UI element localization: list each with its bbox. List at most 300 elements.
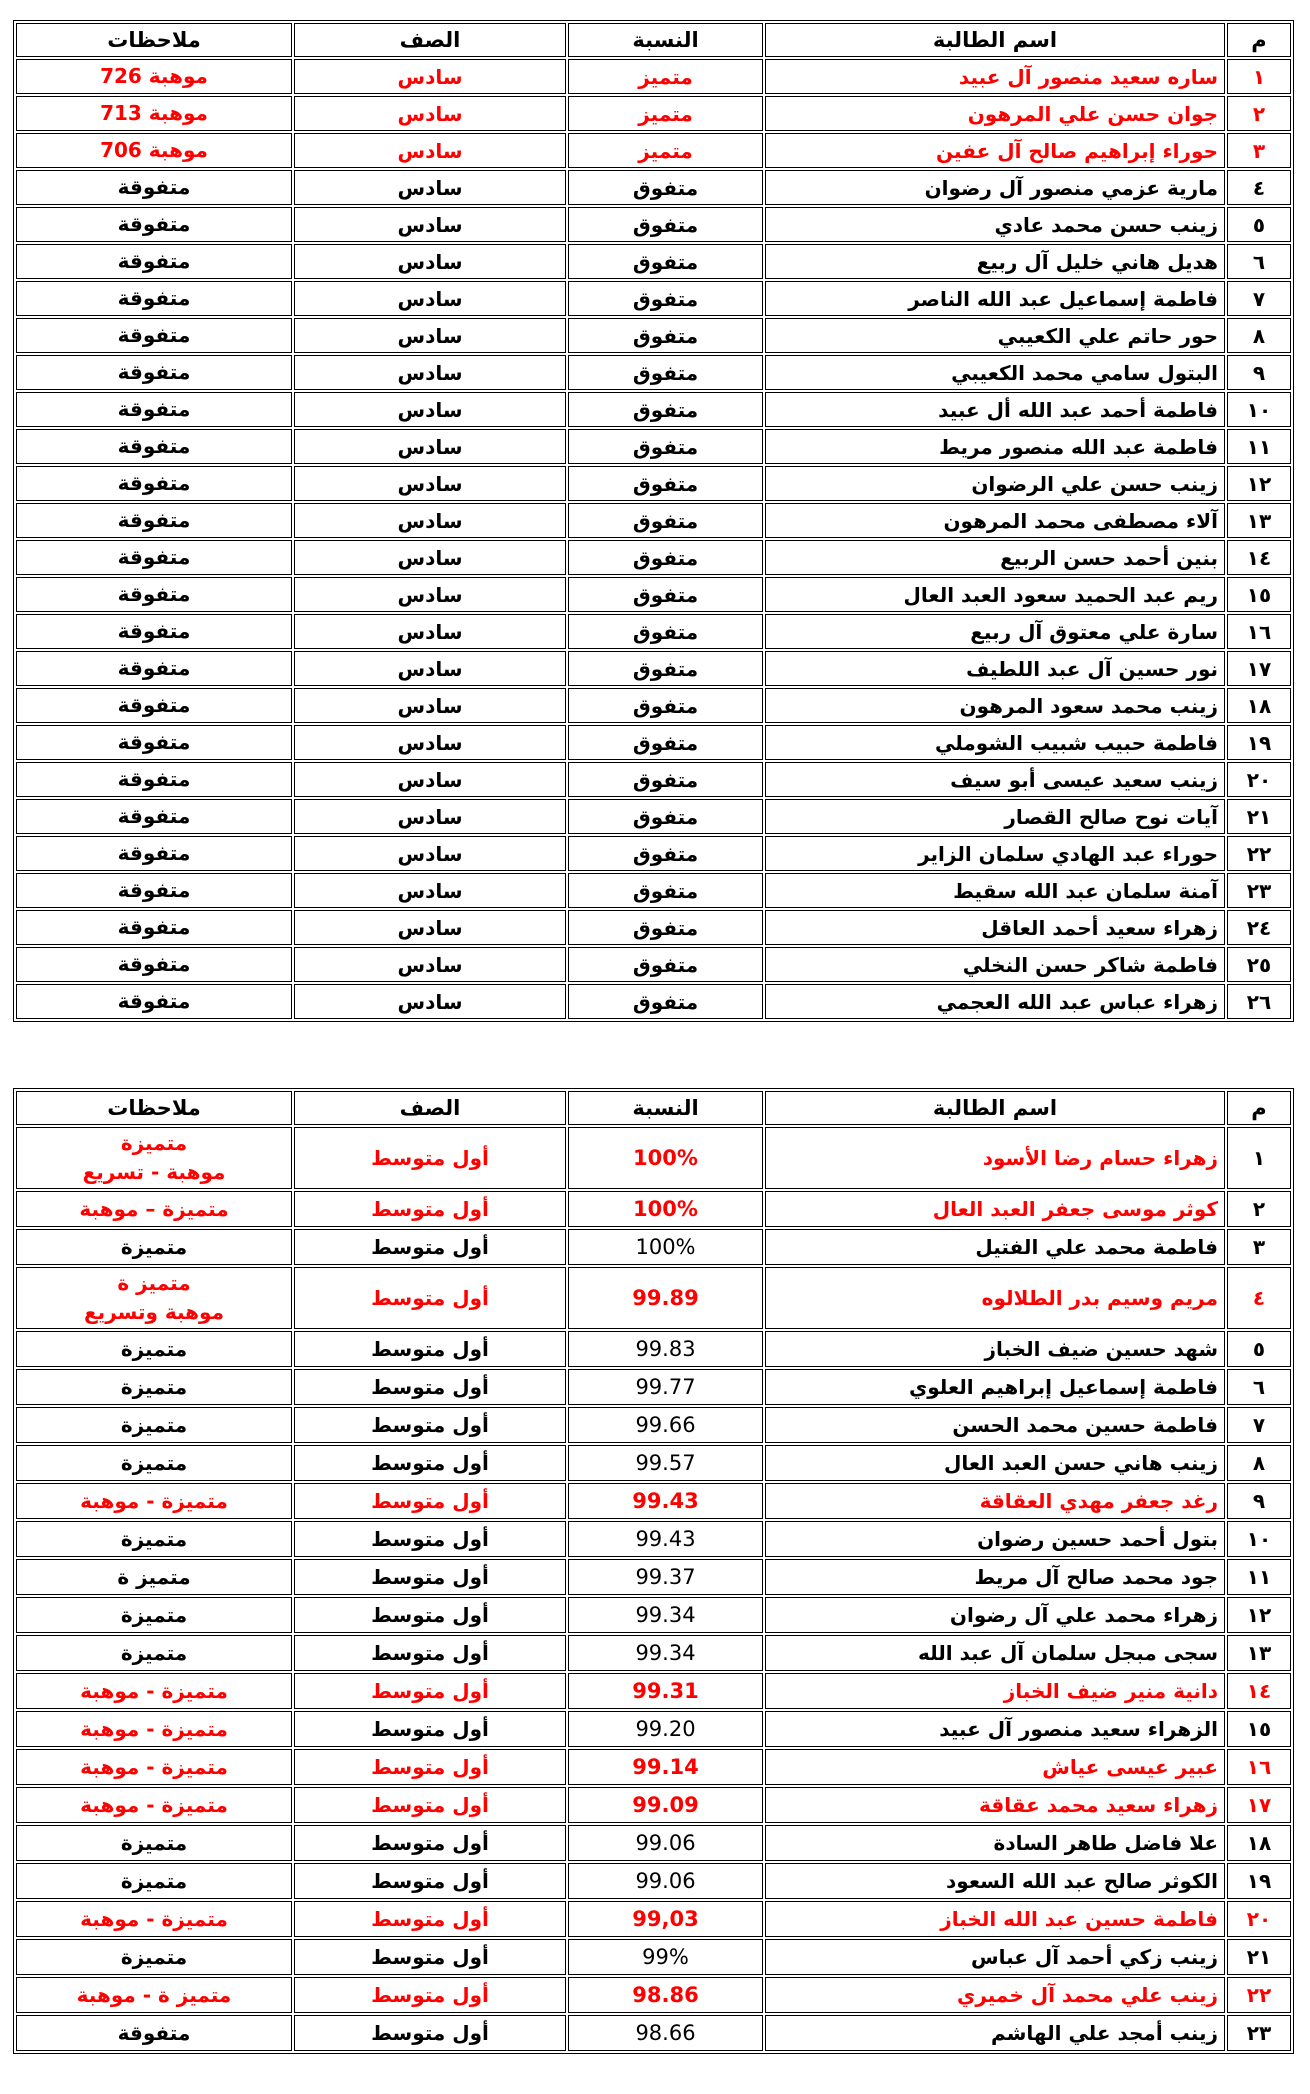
percentage-cell: متفوق [568,540,763,575]
row-number-cell: ١٤ [1227,1673,1291,1709]
student-name-cell: فاطمة إسماعيل إبراهيم العلوي [765,1369,1225,1405]
notes-cell: متميزة موهبة - تسريع [16,1127,292,1189]
percentage-cell: 99.43 [568,1521,763,1557]
student-name-cell: الزهراء سعيد منصور آل عبيد [765,1711,1225,1747]
sixth-grade-students-table [13,20,1294,1022]
percentage-cell: 99.89 [568,1267,763,1329]
notes-cell: متفوقة [16,910,292,945]
percentage-cell: متفوق [568,651,763,686]
table-row [16,947,1291,982]
student-name-cell: فاطمة محمد علي الفتيل [765,1229,1225,1265]
percentage-cell: 98.66 [568,2015,763,2051]
table-row [16,688,1291,723]
class-cell: سادس [294,910,566,945]
percentage-cell: 99.14 [568,1749,763,1785]
notes-cell: متميزة [16,1331,292,1367]
row-number-cell: ٥ [1227,207,1291,242]
notes-cell: متفوقة [16,984,292,1019]
row-number-cell: ٦ [1227,244,1291,279]
student-name-cell: دانية منير ضيف الخباز [765,1673,1225,1709]
notes-cell: متميزة [16,1369,292,1405]
column-header-number: م [1227,23,1291,57]
student-name-cell: هديل هاني خليل آل ربيع [765,244,1225,279]
class-cell: أول متوسط [294,1445,566,1481]
percentage-cell: 99.09 [568,1787,763,1823]
table-row [16,1597,1291,1633]
row-number-cell: ١٥ [1227,577,1291,612]
table-row [16,1863,1291,1899]
student-name-cell: زهراء سعيد محمد عقاقة [765,1787,1225,1823]
percentage-cell: متفوق [568,577,763,612]
table-row [16,577,1291,612]
notes-cell: متميزة - موهبة [16,1711,292,1747]
student-name-cell: ريم عبد الحميد سعود العبد العال [765,577,1225,612]
notes-cell: متفوقة [16,392,292,427]
percentage-cell: 99.34 [568,1597,763,1633]
notes-cell: متفوقة [16,2015,292,2051]
class-cell: سادس [294,799,566,834]
row-number-cell: ١٦ [1227,614,1291,649]
class-cell: سادس [294,96,566,131]
student-name-cell: آلاء مصطفى محمد المرهون [765,503,1225,538]
notes-cell: متميزة [16,1939,292,1975]
notes-cell: متميزة [16,1521,292,1557]
class-cell: سادس [294,762,566,797]
notes-cell: موهبة 713 [16,96,292,131]
class-cell: سادس [294,614,566,649]
class-cell: سادس [294,392,566,427]
row-number-cell: ٢٤ [1227,910,1291,945]
class-cell: سادس [294,947,566,982]
table-row [16,207,1291,242]
row-number-cell: ٢٢ [1227,1977,1291,2013]
percentage-cell: متفوق [568,947,763,982]
class-cell: أول متوسط [294,1127,566,1189]
class-cell: أول متوسط [294,1787,566,1823]
row-number-cell: ٢٠ [1227,1901,1291,1937]
notes-cell: متفوقة [16,762,292,797]
student-name-cell: زينب زكي أحمد آل عباس [765,1939,1225,1975]
table-row [16,503,1291,538]
row-number-cell: ١٨ [1227,688,1291,723]
row-number-cell: ٢ [1227,1191,1291,1227]
percentage-cell: متفوق [568,207,763,242]
student-name-cell: زهراء محمد علي آل رضوان [765,1597,1225,1633]
class-cell: أول متوسط [294,1559,566,1595]
row-number-cell: ٢١ [1227,799,1291,834]
table-row [16,910,1291,945]
notes-cell: متفوقة [16,318,292,353]
row-number-cell: ٢٣ [1227,873,1291,908]
notes-cell: متفوقة [16,503,292,538]
notes-cell: متفوقة [16,725,292,760]
table-row [16,1483,1291,1519]
student-name-cell: زهراء سعيد أحمد العاقل [765,910,1225,945]
header-row [16,1091,1291,1125]
percentage-cell: متميز [568,133,763,168]
table-row [16,318,1291,353]
percentage-cell: متفوق [568,762,763,797]
row-number-cell: ٢٢ [1227,836,1291,871]
student-name-cell: فاطمة إسماعيل عبد الله الناصر [765,281,1225,316]
class-cell: أول متوسط [294,1901,566,1937]
student-name-cell: فاطمة عبد الله منصور مريط [765,429,1225,464]
student-name-cell: كوثر موسى جعفر العبد العال [765,1191,1225,1227]
table-row [16,59,1291,94]
row-number-cell: ٤ [1227,1267,1291,1329]
row-number-cell: ١٩ [1227,725,1291,760]
table-row [16,1901,1291,1937]
percentage-cell: 99.77 [568,1369,763,1405]
percentage-cell: متفوق [568,725,763,760]
row-number-cell: ١٢ [1227,466,1291,501]
student-name-cell: زهراء عباس عبد الله العجمي [765,984,1225,1019]
notes-cell: متفوقة [16,873,292,908]
student-name-cell: سارة علي معتوق آل ربيع [765,614,1225,649]
percentage-cell: 99.57 [568,1445,763,1481]
percentage-cell: متفوق [568,466,763,501]
student-name-cell: آمنة سلمان عبد الله سقيط [765,873,1225,908]
percentage-cell: متفوق [568,170,763,205]
class-cell: سادس [294,318,566,353]
class-cell: أول متوسط [294,1863,566,1899]
notes-cell: متميزة [16,1445,292,1481]
notes-cell: متفوقة [16,947,292,982]
student-name-cell: مريم وسيم بدر الطلالوه [765,1267,1225,1329]
class-cell: أول متوسط [294,2015,566,2051]
row-number-cell: ١٥ [1227,1711,1291,1747]
row-number-cell: ١ [1227,1127,1291,1189]
percentage-cell: 100% [568,1191,763,1227]
class-cell: سادس [294,429,566,464]
notes-cell: متميزة - موهبة [16,1483,292,1519]
table-row [16,1635,1291,1671]
notes-cell: متفوقة [16,577,292,612]
student-name-cell: جود محمد صالح آل مريط [765,1559,1225,1595]
column-header-notes: ملاحظات [16,1091,292,1125]
row-number-cell: ٢٣ [1227,2015,1291,2051]
class-cell: سادس [294,688,566,723]
student-name-cell: عبير عيسى عياش [765,1749,1225,1785]
percentage-cell: متفوق [568,281,763,316]
class-cell: سادس [294,281,566,316]
table-row [16,355,1291,390]
percentage-cell: متفوق [568,614,763,649]
student-name-cell: مارية عزمي منصور آل رضوان [765,170,1225,205]
notes-cell: متميزة - موهبة [16,1749,292,1785]
student-name-cell: فاطمة أحمد عبد الله أل عبيد [765,392,1225,427]
percentage-cell: متفوق [568,836,763,871]
table-row [16,1787,1291,1823]
class-cell: سادس [294,244,566,279]
class-cell: سادس [294,355,566,390]
student-name-cell: سجى مبجل سلمان آل عبد الله [765,1635,1225,1671]
table-row [16,873,1291,908]
table-row [16,799,1291,834]
row-number-cell: ١١ [1227,429,1291,464]
notes-cell: متميزة – موهبة [16,1191,292,1227]
class-cell: سادس [294,540,566,575]
notes-cell: متفوقة [16,466,292,501]
class-cell: أول متوسط [294,1635,566,1671]
table-row [16,1407,1291,1443]
table-row [16,614,1291,649]
student-name-cell: آيات نوح صالح القصار [765,799,1225,834]
notes-cell: متميزة [16,1407,292,1443]
notes-cell: متفوقة [16,207,292,242]
student-name-cell: بتول أحمد حسين رضوان [765,1521,1225,1557]
notes-cell: متميزة [16,1229,292,1265]
table-row [16,244,1291,279]
table-row [16,392,1291,427]
percentage-cell: متفوق [568,244,763,279]
row-number-cell: ١ [1227,59,1291,94]
percentage-cell: متفوق [568,318,763,353]
notes-cell: متميزة [16,1635,292,1671]
class-cell: أول متوسط [294,1977,566,2013]
percentage-cell: متميز [568,96,763,131]
table-row [16,1331,1291,1367]
row-number-cell: ١٣ [1227,503,1291,538]
percentage-cell: متفوق [568,392,763,427]
table-row [16,1673,1291,1709]
row-number-cell: ٩ [1227,355,1291,390]
notes-cell: موهبة 726 [16,59,292,94]
percentage-cell: 99.66 [568,1407,763,1443]
row-number-cell: ١٨ [1227,1825,1291,1861]
percentage-cell: 98.86 [568,1977,763,2013]
percentage-cell: متفوق [568,873,763,908]
column-header-percentage: النسبة [568,23,763,57]
row-number-cell: ٢٠ [1227,762,1291,797]
table-row [16,429,1291,464]
column-header-number: م [1227,1091,1291,1125]
table-row [16,1267,1291,1329]
row-number-cell: ٧ [1227,1407,1291,1443]
table-row [16,1445,1291,1481]
table-row [16,133,1291,168]
class-cell: سادس [294,170,566,205]
row-number-cell: ٢ [1227,96,1291,131]
percentage-cell: 99.34 [568,1635,763,1671]
table-row [16,725,1291,760]
header-row [16,23,1291,57]
table-row [16,1369,1291,1405]
table-row [16,1229,1291,1265]
class-cell: سادس [294,503,566,538]
student-name-cell: نور حسين آل عبد اللطيف [765,651,1225,686]
class-cell: أول متوسط [294,1407,566,1443]
notes-cell: متفوقة [16,688,292,723]
row-number-cell: ١١ [1227,1559,1291,1595]
class-cell: سادس [294,725,566,760]
notes-cell: موهبة 706 [16,133,292,168]
row-number-cell: ١٧ [1227,1787,1291,1823]
class-cell: أول متوسط [294,1749,566,1785]
student-name-cell: زينب محمد سعود المرهون [765,688,1225,723]
student-name-cell: فاطمة شاكر حسن النخلي [765,947,1225,982]
student-name-cell: فاطمة حسين عبد الله الخباز [765,1901,1225,1937]
notes-cell: متميزة [16,1863,292,1899]
row-number-cell: ٢١ [1227,1939,1291,1975]
table-row [16,1559,1291,1595]
percentage-cell: متفوق [568,688,763,723]
student-name-cell: زهراء حسام رضا الأسود [765,1127,1225,1189]
notes-cell: متميزة - موهبة [16,1901,292,1937]
table-row [16,1711,1291,1747]
table-row [16,1191,1291,1227]
row-number-cell: ١٠ [1227,392,1291,427]
table-row [16,651,1291,686]
table-row [16,1939,1291,1975]
student-name-cell: زينب علي محمد آل خميري [765,1977,1225,2013]
row-number-cell: ٧ [1227,281,1291,316]
student-name-cell: زينب سعيد عيسى أبو سيف [765,762,1225,797]
class-cell: سادس [294,133,566,168]
class-cell: أول متوسط [294,1825,566,1861]
table-row [16,1749,1291,1785]
percentage-cell: متميز [568,59,763,94]
notes-cell: متميز ة [16,1559,292,1595]
percentage-cell: 100% [568,1229,763,1265]
class-cell: أول متوسط [294,1597,566,1633]
percentage-cell: 99% [568,1939,763,1975]
percentage-cell: متفوق [568,799,763,834]
student-name-cell: ساره سعيد منصور آل عبيد [765,59,1225,94]
notes-cell: متميزة - موهبة [16,1673,292,1709]
percentage-cell: متفوق [568,355,763,390]
class-cell: سادس [294,651,566,686]
class-cell: أول متوسط [294,1267,566,1329]
notes-cell: متميزة [16,1825,292,1861]
notes-cell: متفوقة [16,651,292,686]
notes-cell: متميزة [16,1597,292,1633]
table-row [16,281,1291,316]
percentage-cell: 99.37 [568,1559,763,1595]
student-name-cell: حوراء عبد الهادي سلمان الزاير [765,836,1225,871]
class-cell: سادس [294,873,566,908]
row-number-cell: ١٠ [1227,1521,1291,1557]
notes-cell: متفوقة [16,836,292,871]
table-row [16,1521,1291,1557]
percentage-cell: متفوق [568,984,763,1019]
student-name-cell: حور حاتم علي الكعيبي [765,318,1225,353]
class-cell: أول متوسط [294,1331,566,1367]
row-number-cell: ١٧ [1227,651,1291,686]
student-name-cell: حوراء إبراهيم صالح آل عفين [765,133,1225,168]
notes-cell: متفوقة [16,170,292,205]
class-cell: أول متوسط [294,1711,566,1747]
table-row [16,1127,1291,1189]
class-cell: سادس [294,59,566,94]
notes-cell: متفوقة [16,244,292,279]
class-cell: سادس [294,836,566,871]
student-name-cell: رغد جعفر مهدي العقاقة [765,1483,1225,1519]
row-number-cell: ٨ [1227,318,1291,353]
notes-cell: متميز ة - موهبة [16,1977,292,2013]
row-number-cell: ٣ [1227,133,1291,168]
student-name-cell: زينب حسن علي الرضوان [765,466,1225,501]
notes-cell: متفوقة [16,281,292,316]
student-name-cell: علا فاضل طاهر السادة [765,1825,1225,1861]
student-name-cell: زينب حسن محمد عادي [765,207,1225,242]
class-cell: أول متوسط [294,1521,566,1557]
table-row [16,466,1291,501]
column-header-student-name: اسم الطالبة [765,1091,1225,1125]
row-number-cell: ٥ [1227,1331,1291,1367]
column-header-class: الصف [294,23,566,57]
student-name-cell: فاطمة حبيب شبيب الشوملي [765,725,1225,760]
table-row [16,836,1291,871]
row-number-cell: ٨ [1227,1445,1291,1481]
notes-cell: متفوقة [16,614,292,649]
class-cell: سادس [294,207,566,242]
class-cell: أول متوسط [294,1369,566,1405]
table-row [16,984,1291,1019]
table-row [16,1825,1291,1861]
table-row [16,540,1291,575]
row-number-cell: ١٣ [1227,1635,1291,1671]
row-number-cell: ٢٦ [1227,984,1291,1019]
table-row [16,1977,1291,2013]
column-header-percentage: النسبة [568,1091,763,1125]
percentage-cell: 99,03 [568,1901,763,1937]
percentage-cell: متفوق [568,429,763,464]
class-cell: أول متوسط [294,1483,566,1519]
percentage-cell: 99.43 [568,1483,763,1519]
column-header-student-name: اسم الطالبة [765,23,1225,57]
row-number-cell: ٤ [1227,170,1291,205]
row-number-cell: ١٩ [1227,1863,1291,1899]
row-number-cell: ١٢ [1227,1597,1291,1633]
notes-cell: متميزة - موهبة [16,1787,292,1823]
notes-cell: متفوقة [16,429,292,464]
notes-cell: متميز ة موهبة وتسريع [16,1267,292,1329]
class-cell: سادس [294,577,566,612]
table-row [16,170,1291,205]
table-row [16,96,1291,131]
notes-cell: متفوقة [16,540,292,575]
student-name-cell: زينب أمجد علي الهاشم [765,2015,1225,2051]
notes-cell: متفوقة [16,355,292,390]
percentage-cell: متفوق [568,910,763,945]
percentage-cell: 99.06 [568,1863,763,1899]
table-row [16,762,1291,797]
notes-cell: متفوقة [16,799,292,834]
row-number-cell: ٢٥ [1227,947,1291,982]
percentage-cell: 100% [568,1127,763,1189]
class-cell: سادس [294,984,566,1019]
class-cell: أول متوسط [294,1939,566,1975]
student-name-cell: بنين أحمد حسن الربيع [765,540,1225,575]
student-name-cell: البتول سامي محمد الكعيبي [765,355,1225,390]
row-number-cell: ٩ [1227,1483,1291,1519]
column-header-notes: ملاحظات [16,23,292,57]
percentage-cell: 99.20 [568,1711,763,1747]
column-header-class: الصف [294,1091,566,1125]
row-number-cell: ٣ [1227,1229,1291,1265]
student-name-cell: زينب هاني حسن العبد العال [765,1445,1225,1481]
class-cell: أول متوسط [294,1191,566,1227]
row-number-cell: ١٦ [1227,1749,1291,1785]
row-number-cell: ٦ [1227,1369,1291,1405]
student-name-cell: شهد حسين ضيف الخباز [765,1331,1225,1367]
student-name-cell: جوان حسن علي المرهون [765,96,1225,131]
class-cell: أول متوسط [294,1229,566,1265]
percentage-cell: 99.06 [568,1825,763,1861]
student-name-cell: فاطمة حسين محمد الحسن [765,1407,1225,1443]
class-cell: أول متوسط [294,1673,566,1709]
